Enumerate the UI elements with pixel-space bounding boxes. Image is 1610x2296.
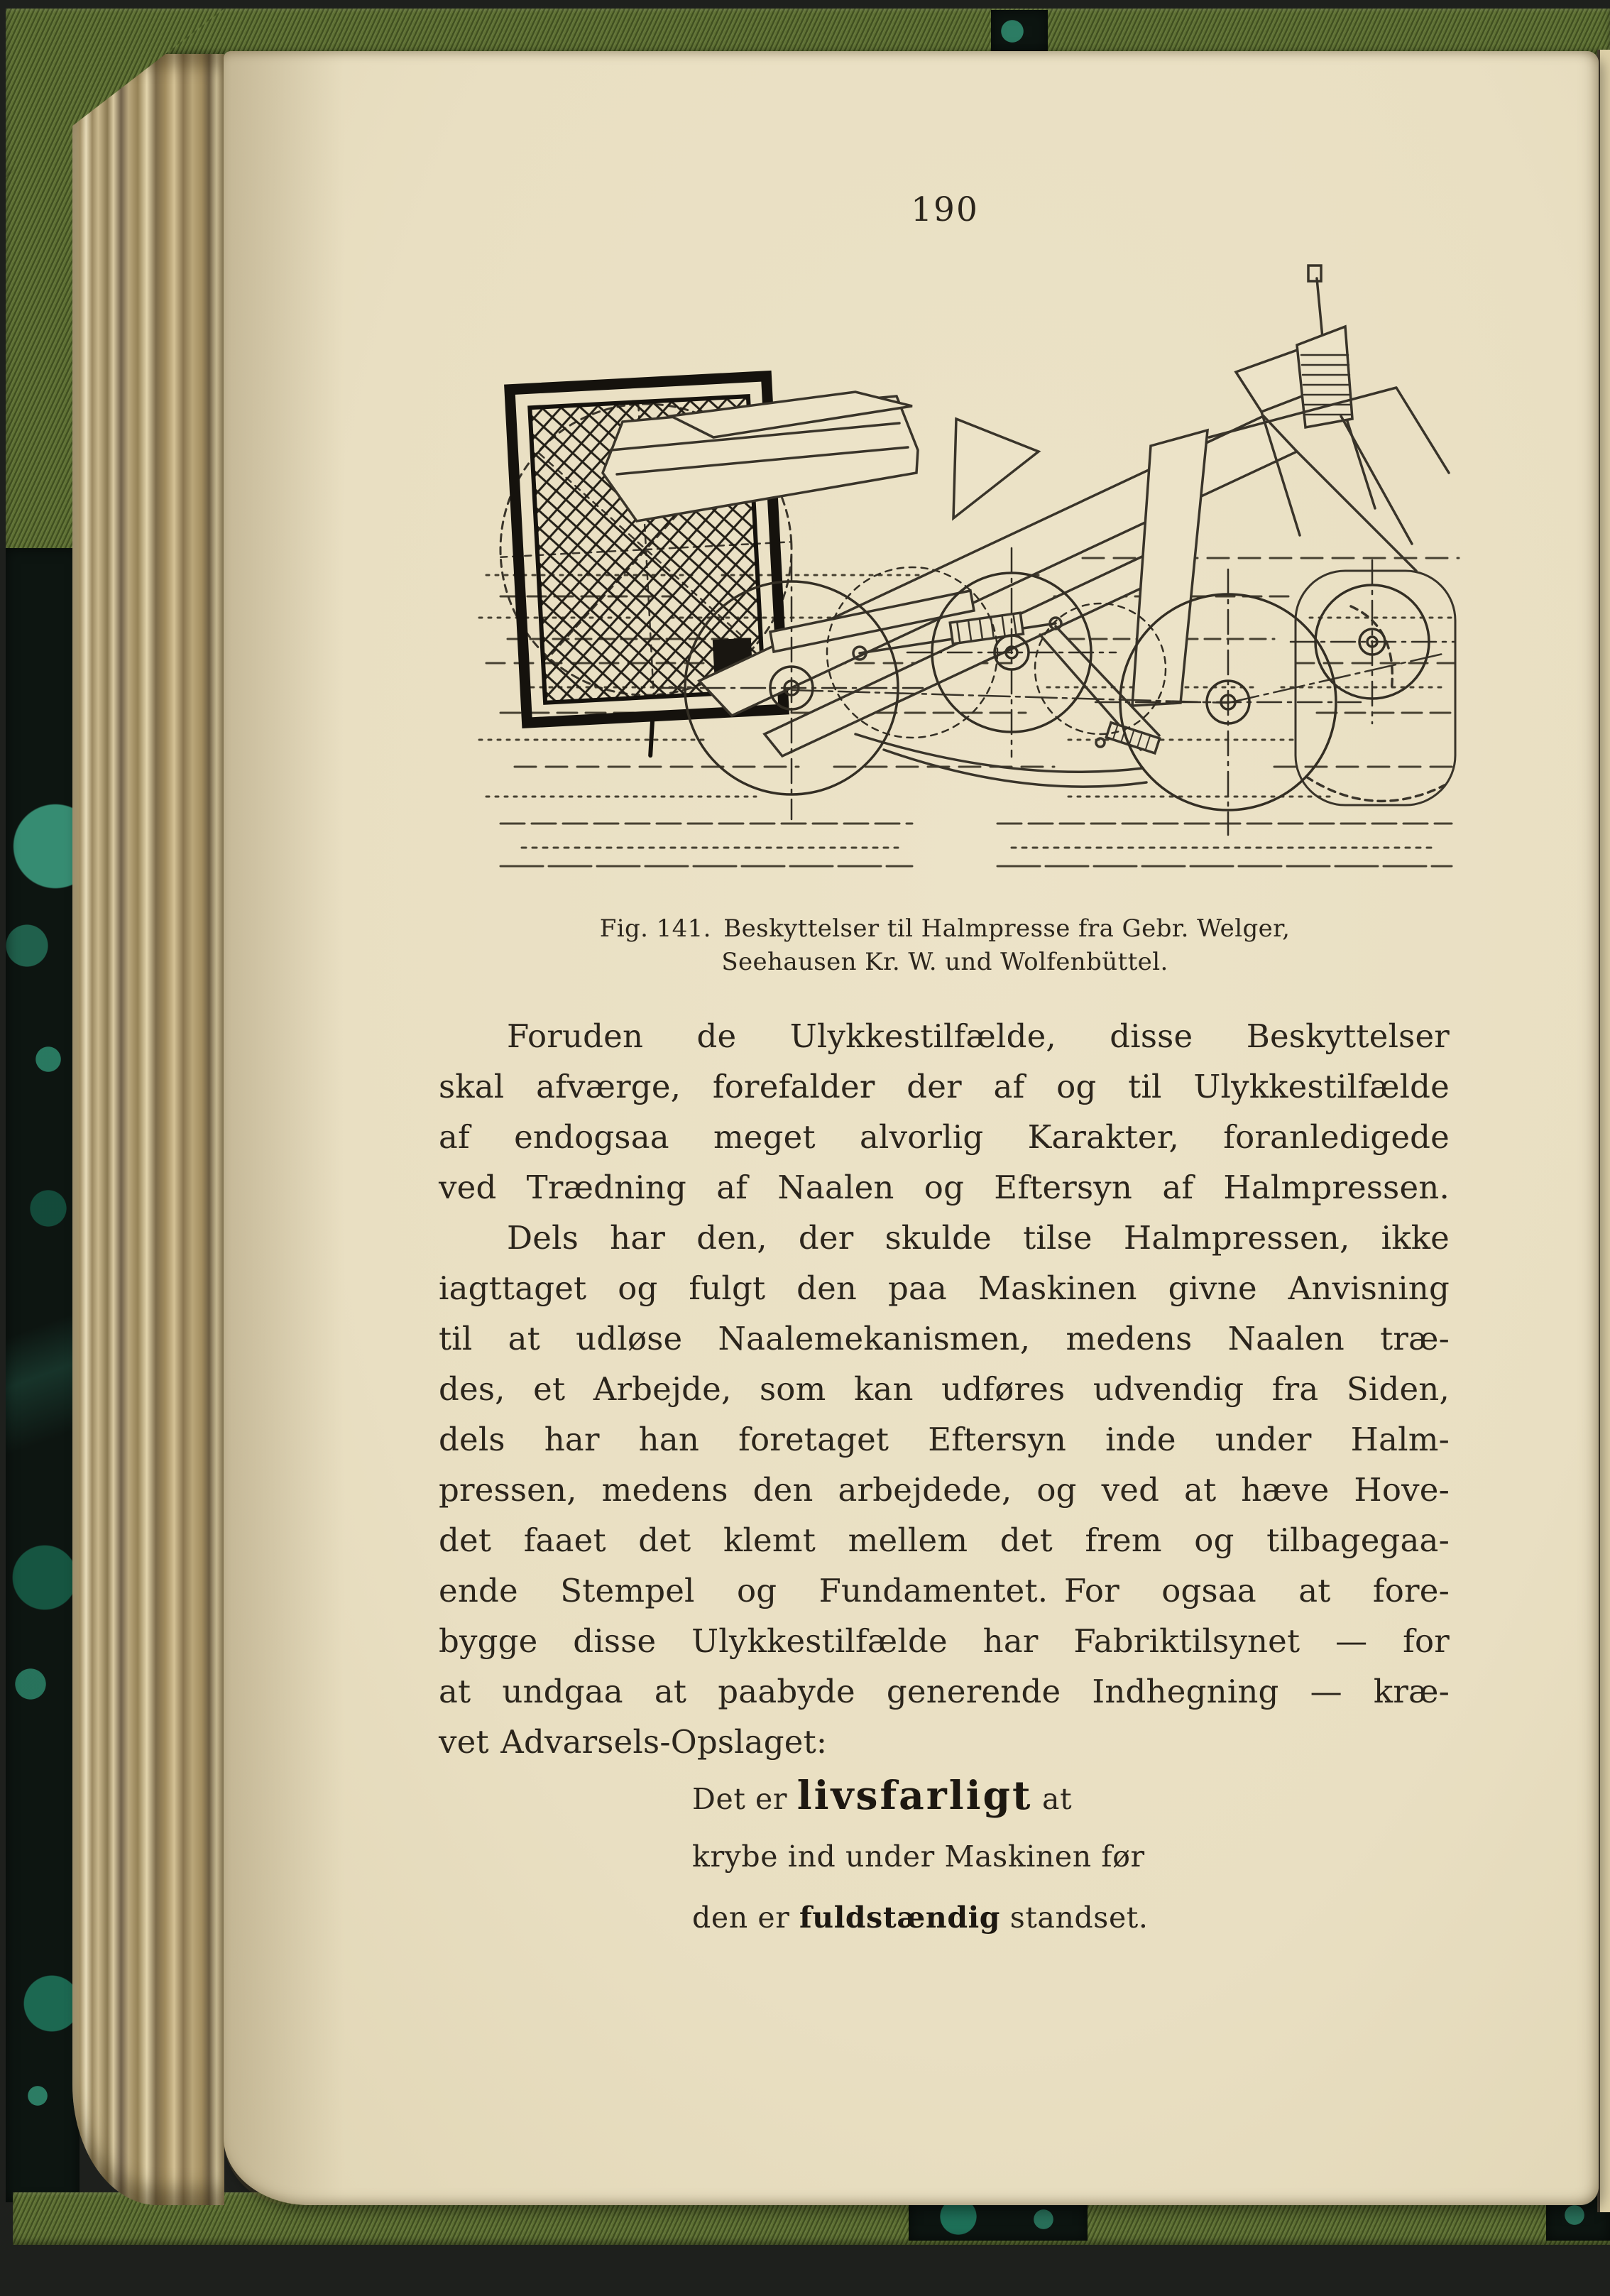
figure-drawing (458, 237, 1473, 880)
body-line: iagttaget og fulgt den paa Maskinen givne Anvisning (439, 1269, 1450, 1307)
figure-caption-line2: Seehausen Kr. W. und Wolfenbüttel. (721, 948, 1168, 976)
body-line: ved Trædning af Naalen og Eftersyn af Halmpressen. (439, 1169, 1450, 1206)
page-number: 190 (911, 190, 979, 229)
body-text (439, 1011, 1450, 1767)
warning-block (692, 1772, 1260, 1962)
body-line: vet Advarsels-Opslaget: (439, 1723, 828, 1761)
body-line: Dels har den, der skulde tilse Halmpressen, ikke (507, 1219, 1450, 1257)
warning-line: den er fuldstændig standset. (692, 1901, 1149, 1935)
body-line: bygge disse Ulykkestilfælde har Fabriktilsynet — for (439, 1622, 1450, 1660)
body-line: at undgaa at paabyde generende Indhegning — kræ- (439, 1673, 1450, 1710)
body-line: ende Stempel og Fundamentet. For ogsaa at fore- (439, 1572, 1450, 1609)
underlying-page-edge (1597, 50, 1610, 2212)
warning-line: krybe ind under Maskinen før (692, 1839, 1145, 1874)
body-line: skal afværge, forefalder der af og til Ulykkestilfælde (439, 1068, 1450, 1105)
body-line: af endogsaa meget alvorlig Karakter, foranledigede (439, 1118, 1450, 1156)
body-line: til at udløse Naalemekanismen, medens Naalen træ- (439, 1320, 1450, 1357)
book-page (224, 51, 1599, 2205)
marbled-paper-left (6, 548, 80, 2202)
body-line: des, et Arbejde, som kan udføres udvendig fra Siden, (439, 1370, 1450, 1408)
marbled-paper-patch-top (991, 10, 1048, 53)
page-edges-stack (72, 54, 224, 2205)
body-line: pressen, medens den arbejdede, og ved at hæve Hove- (439, 1471, 1450, 1509)
cover-cloth-top (27, 9, 1610, 55)
body-line: dels har han foretaget Eftersyn inde under Halm- (439, 1421, 1450, 1458)
gutter-shadow (224, 51, 344, 2205)
body-line: det faaet det klemt mellem det frem og tilbagegaa- (439, 1521, 1450, 1559)
figure-caption-line1: Fig. 141. Beskyttelser til Halmpresse fra Gebr. Welger, (599, 914, 1291, 943)
figure-caption (292, 912, 1598, 979)
warning-line: Det er livsfarligt at (692, 1772, 1073, 1818)
body-line: Foruden de Ulykkestilfælde, disse Beskyttelser (507, 1017, 1450, 1055)
